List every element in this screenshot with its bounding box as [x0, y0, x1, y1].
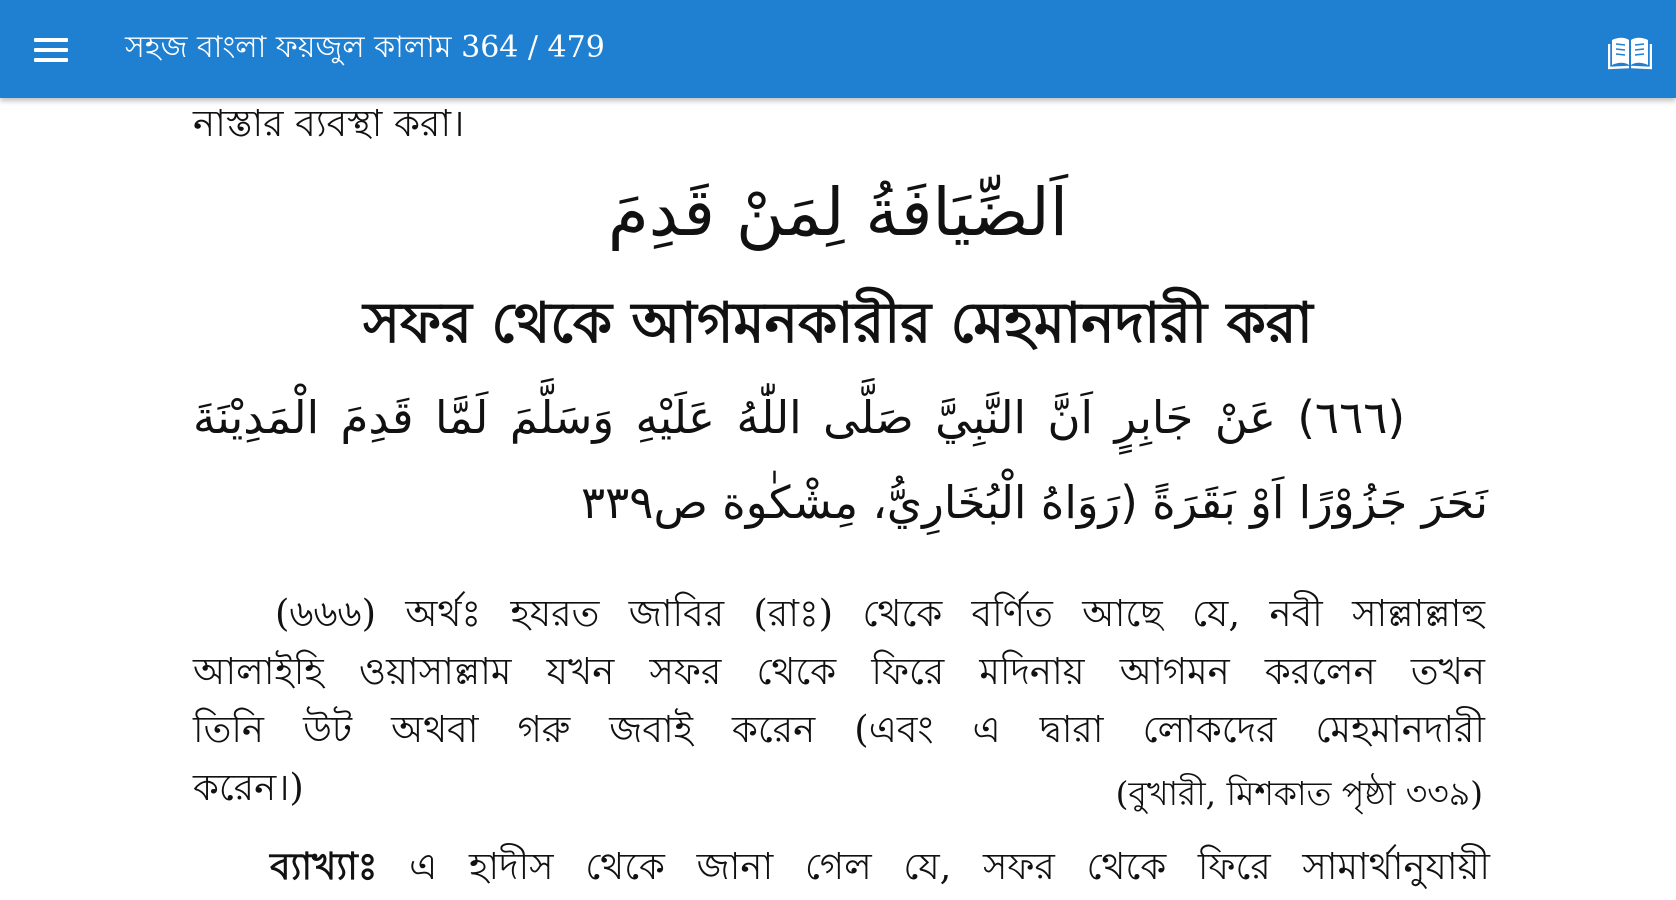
hadith-reference: (বুখারী, মিশকাত পৃষ্ঠা ৩৩৯) [1115, 774, 1483, 813]
translation-line-3: তিনি উট অথবা গরু জবাই করেন (এবং এ দ্বারা লোকদের মেহমানদারী [193, 708, 1485, 751]
hadith-arabic-line-1: (٦٦٦) عَنْ جَابِرٍ اَنَّ النَّبِيَّ صَلَّى اللّٰهُ عَلَيْهِ وَسَلَّمَ لَمَّا قَدِمَ الْمَدِيْنَةَ [193, 391, 1405, 444]
hadith-arabic-line-2: نَحَرَ جَزُوْرًا اَوْ بَقَرَةً (رَوَاهُ الْبُخَارِيُّ، مِشْكٰوة ص٣٣٩ [580, 476, 1488, 529]
explanation-paragraph [270, 842, 1490, 891]
translation-line-1: (৬৬৬) অর্থঃ হযরত জাবির (রাঃ) থেকে বর্ণিত আছে যে, নবী সাল্লাল্লাহু [275, 592, 1485, 635]
app-title: সহজ বাংলা ফয়জুল কালাম 364 / 479 [125, 30, 605, 65]
carryover-line: নাস্তার ব্যবস্থা করা। [193, 102, 465, 145]
translation-line-4: করেন।) [193, 766, 304, 809]
explanation-label: ব্যাখ্যাঃ [270, 844, 378, 888]
chapter-heading: সফর থেকে আগমনকারীর মেহমানদারী করা [363, 290, 1313, 356]
translation-line-2: আলাইহি ওয়াসাল্লাম যখন সফর থেকে ফিরে মদিনায় আগমন করলেন তখন [193, 650, 1485, 693]
arabic-chapter-title: اَلضِّيَافَةُ لِمَنْ قَدِمَ [607, 174, 1069, 251]
app-bar [0, 0, 1676, 98]
book-page[interactable] [0, 98, 1676, 900]
menu-bar-top [34, 38, 68, 42]
explanation-text: এ হাদীস থেকে জানা গেল যে, সফর থেকে ফিরে সামার্থানুযায়ী [377, 845, 1490, 888]
hamburger-menu-icon[interactable] [26, 30, 76, 70]
open-book-icon[interactable] [1608, 32, 1652, 70]
menu-bar-middle [34, 48, 68, 52]
menu-bar-bottom [34, 58, 68, 62]
